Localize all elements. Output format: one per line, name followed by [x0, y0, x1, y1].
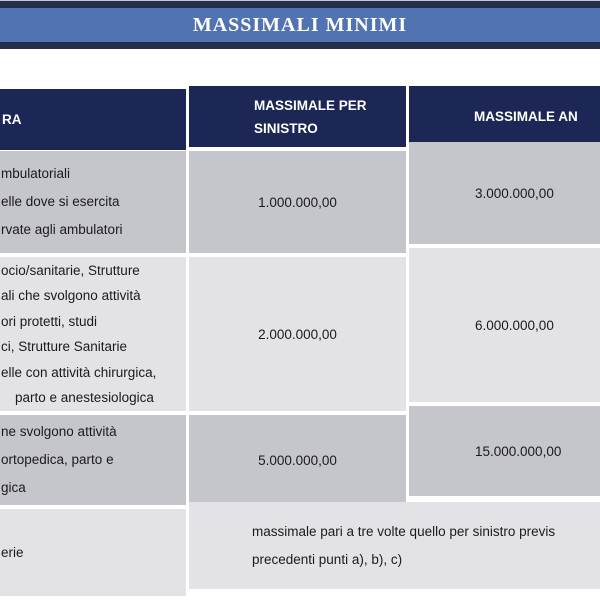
row4-note-line1: massimale pari a tre volte quello per sinistro previs: [252, 523, 556, 539]
row2-structure-line: ocio/sanitarie, Strutture: [1, 262, 140, 278]
row3-structure-line: ortopedica, parto e: [1, 452, 114, 467]
row3-annuo-value: 15.000.000,00: [409, 406, 600, 496]
page-title: MASSIMALI MINIMI: [192, 13, 408, 36]
row2-structure-line: parto e anestesiologica: [15, 390, 154, 405]
header-struttura-label: RA: [2, 112, 22, 127]
row2-per-sinistro-value: 2.000.000,00: [189, 257, 406, 411]
row4-note-line2: precedenti punti a), b), c): [252, 551, 403, 567]
header-massimale-annuo-cell: [409, 86, 600, 147]
row2-structure-line: elle con attività chirurgica,: [1, 364, 157, 380]
row3-structure-line: gica: [1, 480, 26, 495]
row2-structure-line: ali che svolgono attività: [1, 288, 141, 303]
row4-structure-cell: [0, 509, 186, 596]
title-bottom-stripe: [0, 42, 600, 49]
row2-structure-line: ci, Strutture Sanitarie: [1, 339, 128, 354]
row3-structure-line: ne svolgono attività: [1, 424, 117, 439]
row1-structure-line: mbulatoriali: [1, 166, 71, 181]
header-annuo-label: MASSIMALE AN: [474, 109, 578, 124]
row3-structure-cell: [0, 415, 186, 505]
row2-structure-line: ori protetti, studi: [1, 313, 98, 329]
row1-structure-line: elle dove si esercita: [1, 194, 120, 209]
row2-structure-cell: [0, 257, 186, 411]
header-per-sinistro-line2: SINISTRO: [254, 120, 318, 136]
row3-per-sinistro-value: 5.000.000,00: [189, 415, 406, 505]
title-band: [0, 8, 600, 42]
header-massimale-per-sinistro-cell: [189, 86, 406, 147]
header-struttura-cell: [0, 89, 186, 150]
row1-per-sinistro-value: 1.000.000,00: [189, 151, 406, 253]
row2-annuo-value: 6.000.000,00: [409, 248, 600, 402]
title-bar: [0, 0, 600, 49]
row1-annuo-value: 3.000.000,00: [409, 142, 600, 244]
row1-structure-line: rvate agli ambulatori: [1, 222, 123, 237]
title-top-stripe: [0, 1, 600, 8]
row1-structure-cell: [0, 151, 186, 253]
row4-structure-line: erie: [1, 544, 24, 560]
massimali-table: [0, 86, 600, 596]
header-per-sinistro-line1: MASSIMALE PER: [254, 97, 367, 113]
row4-merged-note-cell: [189, 502, 600, 589]
